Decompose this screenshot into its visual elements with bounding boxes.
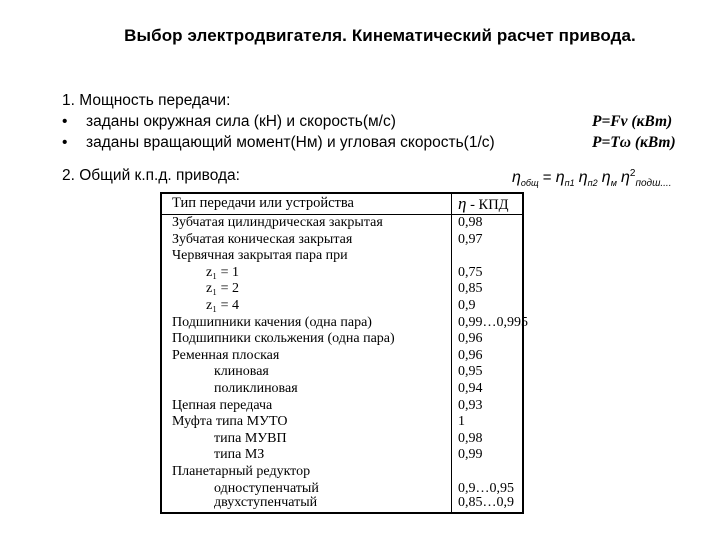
table-header-type: Тип передачи или устройства bbox=[172, 195, 354, 211]
table-row bbox=[162, 265, 522, 282]
eta-subscript-bearing: подш.... bbox=[635, 178, 672, 189]
table-cell-value: 0,93 bbox=[458, 397, 483, 413]
table-cell-value: 0,98 bbox=[458, 430, 483, 446]
table-cell-name: z₁ = 4 bbox=[206, 298, 239, 313]
eta-superscript-2: 2 bbox=[629, 168, 636, 179]
formula-force-power: P=Fv (кВт) bbox=[592, 113, 673, 130]
table-cell-value: 0,85 bbox=[458, 281, 483, 297]
table-cell-name: типа МЗ bbox=[214, 447, 265, 463]
formula-torque-power: P=Tω (кВт) bbox=[592, 134, 676, 151]
table-row bbox=[162, 298, 522, 315]
eta-symbol: η bbox=[601, 169, 611, 186]
bullet-item-force bbox=[62, 113, 396, 131]
table-cell-value: 0,9…0,95 bbox=[458, 480, 514, 496]
table-row bbox=[162, 232, 522, 249]
bullet-mark: • bbox=[62, 134, 68, 151]
eta-symbol: η bbox=[578, 169, 588, 186]
eta-subscript-p2: п2 bbox=[587, 178, 598, 188]
table-cell-value: 0,97 bbox=[458, 231, 483, 247]
table-cell-value: 0,94 bbox=[458, 381, 483, 396]
table-header-kpd bbox=[458, 194, 509, 214]
table-cell-value: 0,85…0,9 bbox=[458, 495, 514, 511]
table-cell-value: 0,99 bbox=[458, 447, 483, 463]
table-row bbox=[162, 495, 522, 512]
table-cell-value: 0,98 bbox=[458, 215, 483, 230]
table-cell-name: Подшипники качения (одна пара) bbox=[172, 314, 372, 330]
table-row bbox=[162, 447, 522, 464]
table-row bbox=[162, 381, 522, 398]
table-row bbox=[162, 464, 522, 481]
table-cell-name: типа МУВП bbox=[214, 430, 287, 446]
bullet-text-force: заданы окружная сила (кН) и скорость(м/с) bbox=[86, 113, 396, 130]
eta-subscript-p1: п1 bbox=[564, 178, 575, 188]
table-row bbox=[162, 398, 522, 415]
table-cell-value: 0,95 bbox=[458, 364, 483, 380]
table-cell-value: 0,9 bbox=[458, 298, 476, 313]
section2-heading: 2. Общий к.п.д. привода: bbox=[62, 167, 240, 184]
page-title: Выбор электродвигателя. Кинематический расчет привода. bbox=[124, 26, 636, 45]
table-cell-name: одноступенчатый bbox=[214, 480, 319, 496]
bullet-mark: • bbox=[62, 113, 68, 130]
efficiency-formula bbox=[512, 168, 672, 189]
table-cell-name: Муфта типа МУТО bbox=[172, 414, 288, 430]
table-row bbox=[162, 314, 528, 332]
table-cell-value: 1 bbox=[458, 414, 465, 430]
table-cell-name: поликлиновая bbox=[214, 381, 298, 396]
bullet-text-torque: заданы вращающий момент(Нм) и угловая скорость(1/с) bbox=[86, 134, 495, 151]
table-row bbox=[162, 414, 522, 431]
table-row bbox=[162, 331, 522, 348]
table-cell-name: двухступенчатый bbox=[214, 495, 318, 511]
eta-subscript-total: общ bbox=[520, 178, 539, 188]
eta-symbol: η bbox=[512, 169, 521, 186]
equals-sign: = bbox=[538, 169, 556, 186]
bullet-item-torque bbox=[62, 134, 495, 152]
table-cell-name: клиновая bbox=[214, 364, 269, 380]
eta-symbol: η bbox=[621, 169, 630, 186]
table-row bbox=[162, 281, 522, 298]
table-row bbox=[162, 431, 522, 448]
efficiency-table bbox=[160, 192, 528, 514]
table-cell-name: Цепная передача bbox=[172, 397, 273, 413]
table-cell-name: Зубчатая коническая закрытая bbox=[172, 231, 353, 247]
table-row bbox=[162, 215, 522, 232]
table-cell-name: Подшипники скольжения (одна пара) bbox=[172, 331, 395, 347]
eta-symbol: η bbox=[555, 169, 565, 186]
table-row bbox=[162, 348, 522, 365]
table-cell-name: Планетарный редуктор bbox=[172, 464, 311, 479]
table-cell-name: z₁ = 2 bbox=[206, 281, 239, 297]
table-header-eta: η bbox=[458, 194, 467, 213]
table-cell-name: z₁ = 1 bbox=[206, 264, 239, 280]
table-cell-value: 0,96 bbox=[458, 347, 483, 363]
table-header-kpd-label: - КПД bbox=[466, 197, 509, 213]
table-cell-value: 0,75 bbox=[458, 264, 483, 280]
eta-subscript-m: м bbox=[610, 178, 617, 188]
table-cell-name: Зубчатая цилиндрическая закрытая bbox=[172, 215, 383, 230]
table-row bbox=[162, 364, 522, 381]
section1-heading: 1. Мощность передачи: bbox=[62, 92, 231, 109]
table-cell-name: Ременная плоская bbox=[172, 347, 280, 363]
table-cell-value: 0,99…0,995 bbox=[458, 314, 528, 330]
table-cell-value: 0,96 bbox=[458, 331, 483, 347]
table-row bbox=[162, 248, 522, 265]
table-cell-name: Червячная закрытая пара при bbox=[172, 248, 348, 264]
